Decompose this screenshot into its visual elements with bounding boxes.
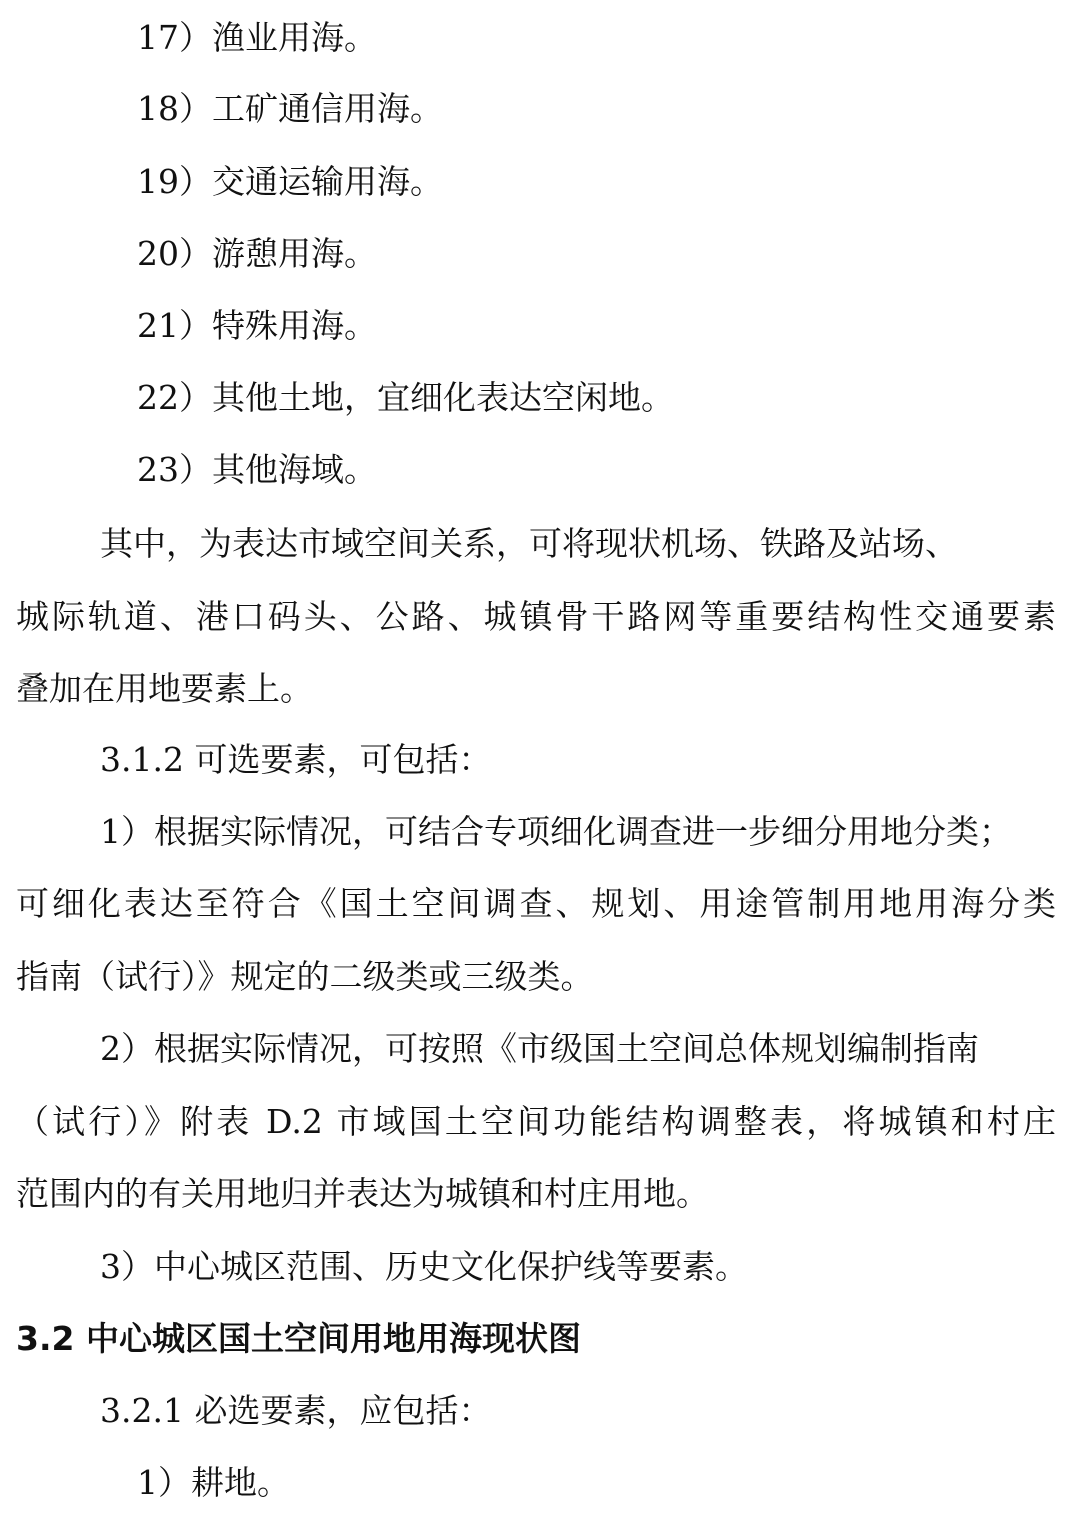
optional-2-line-1: 2）根据实际情况，可按照《市级国土空间总体规划编制指南 bbox=[100, 1029, 979, 1068]
list-item-22: 22）其他土地，宜细化表达空闲地。 bbox=[137, 378, 674, 417]
section-3-1-2-title: 3.1.2 可选要素，可包括： bbox=[100, 740, 492, 779]
optional-2-line-3: 范围内的有关用地归并表达为城镇和村庄用地。 bbox=[16, 1174, 709, 1213]
optional-1-line-1: 1）根据实际情况，可结合专项细化调查进一步细分用地分类； bbox=[100, 812, 1012, 851]
list-item-18: 18）工矿通信用海。 bbox=[137, 89, 443, 128]
list-item-20: 20）游憩用海。 bbox=[137, 234, 377, 273]
optional-1-line-2: 可细化表达至符合《国土空间调查、规划、用途管制用地用海分类 bbox=[16, 884, 1056, 923]
list-item-17: 17）渔业用海。 bbox=[137, 18, 377, 57]
paragraph-traffic-line-1: 其中，为表达市域空间关系，可将现状机场、铁路及站场、 bbox=[100, 524, 958, 563]
paragraph-traffic-line-3: 叠加在用地要素上。 bbox=[16, 669, 313, 708]
list-item-23: 23）其他海域。 bbox=[137, 450, 377, 489]
list-item-19: 19）交通运输用海。 bbox=[137, 162, 443, 201]
list-item-cultivated-land: 1）耕地。 bbox=[137, 1463, 290, 1502]
list-item-21: 21）特殊用海。 bbox=[137, 306, 377, 345]
optional-1-line-3: 指南（试行）》规定的二级类或三级类。 bbox=[16, 957, 594, 996]
optional-2-line-2: （试行）》附表 D.2 市域国土空间功能结构调整表，将城镇和村庄 bbox=[16, 1102, 1056, 1141]
section-3-2-1-title: 3.2.1 必选要素，应包括： bbox=[100, 1391, 492, 1430]
optional-3-line: 3）中心城区范围、历史文化保护线等要素。 bbox=[100, 1247, 748, 1286]
section-3-2-heading: 3.2 中心城区国土空间用地用海现状图 bbox=[16, 1319, 581, 1358]
paragraph-traffic-line-2: 城际轨道、港口码头、公路、城镇骨干路网等重要结构性交通要素 bbox=[16, 597, 1056, 636]
